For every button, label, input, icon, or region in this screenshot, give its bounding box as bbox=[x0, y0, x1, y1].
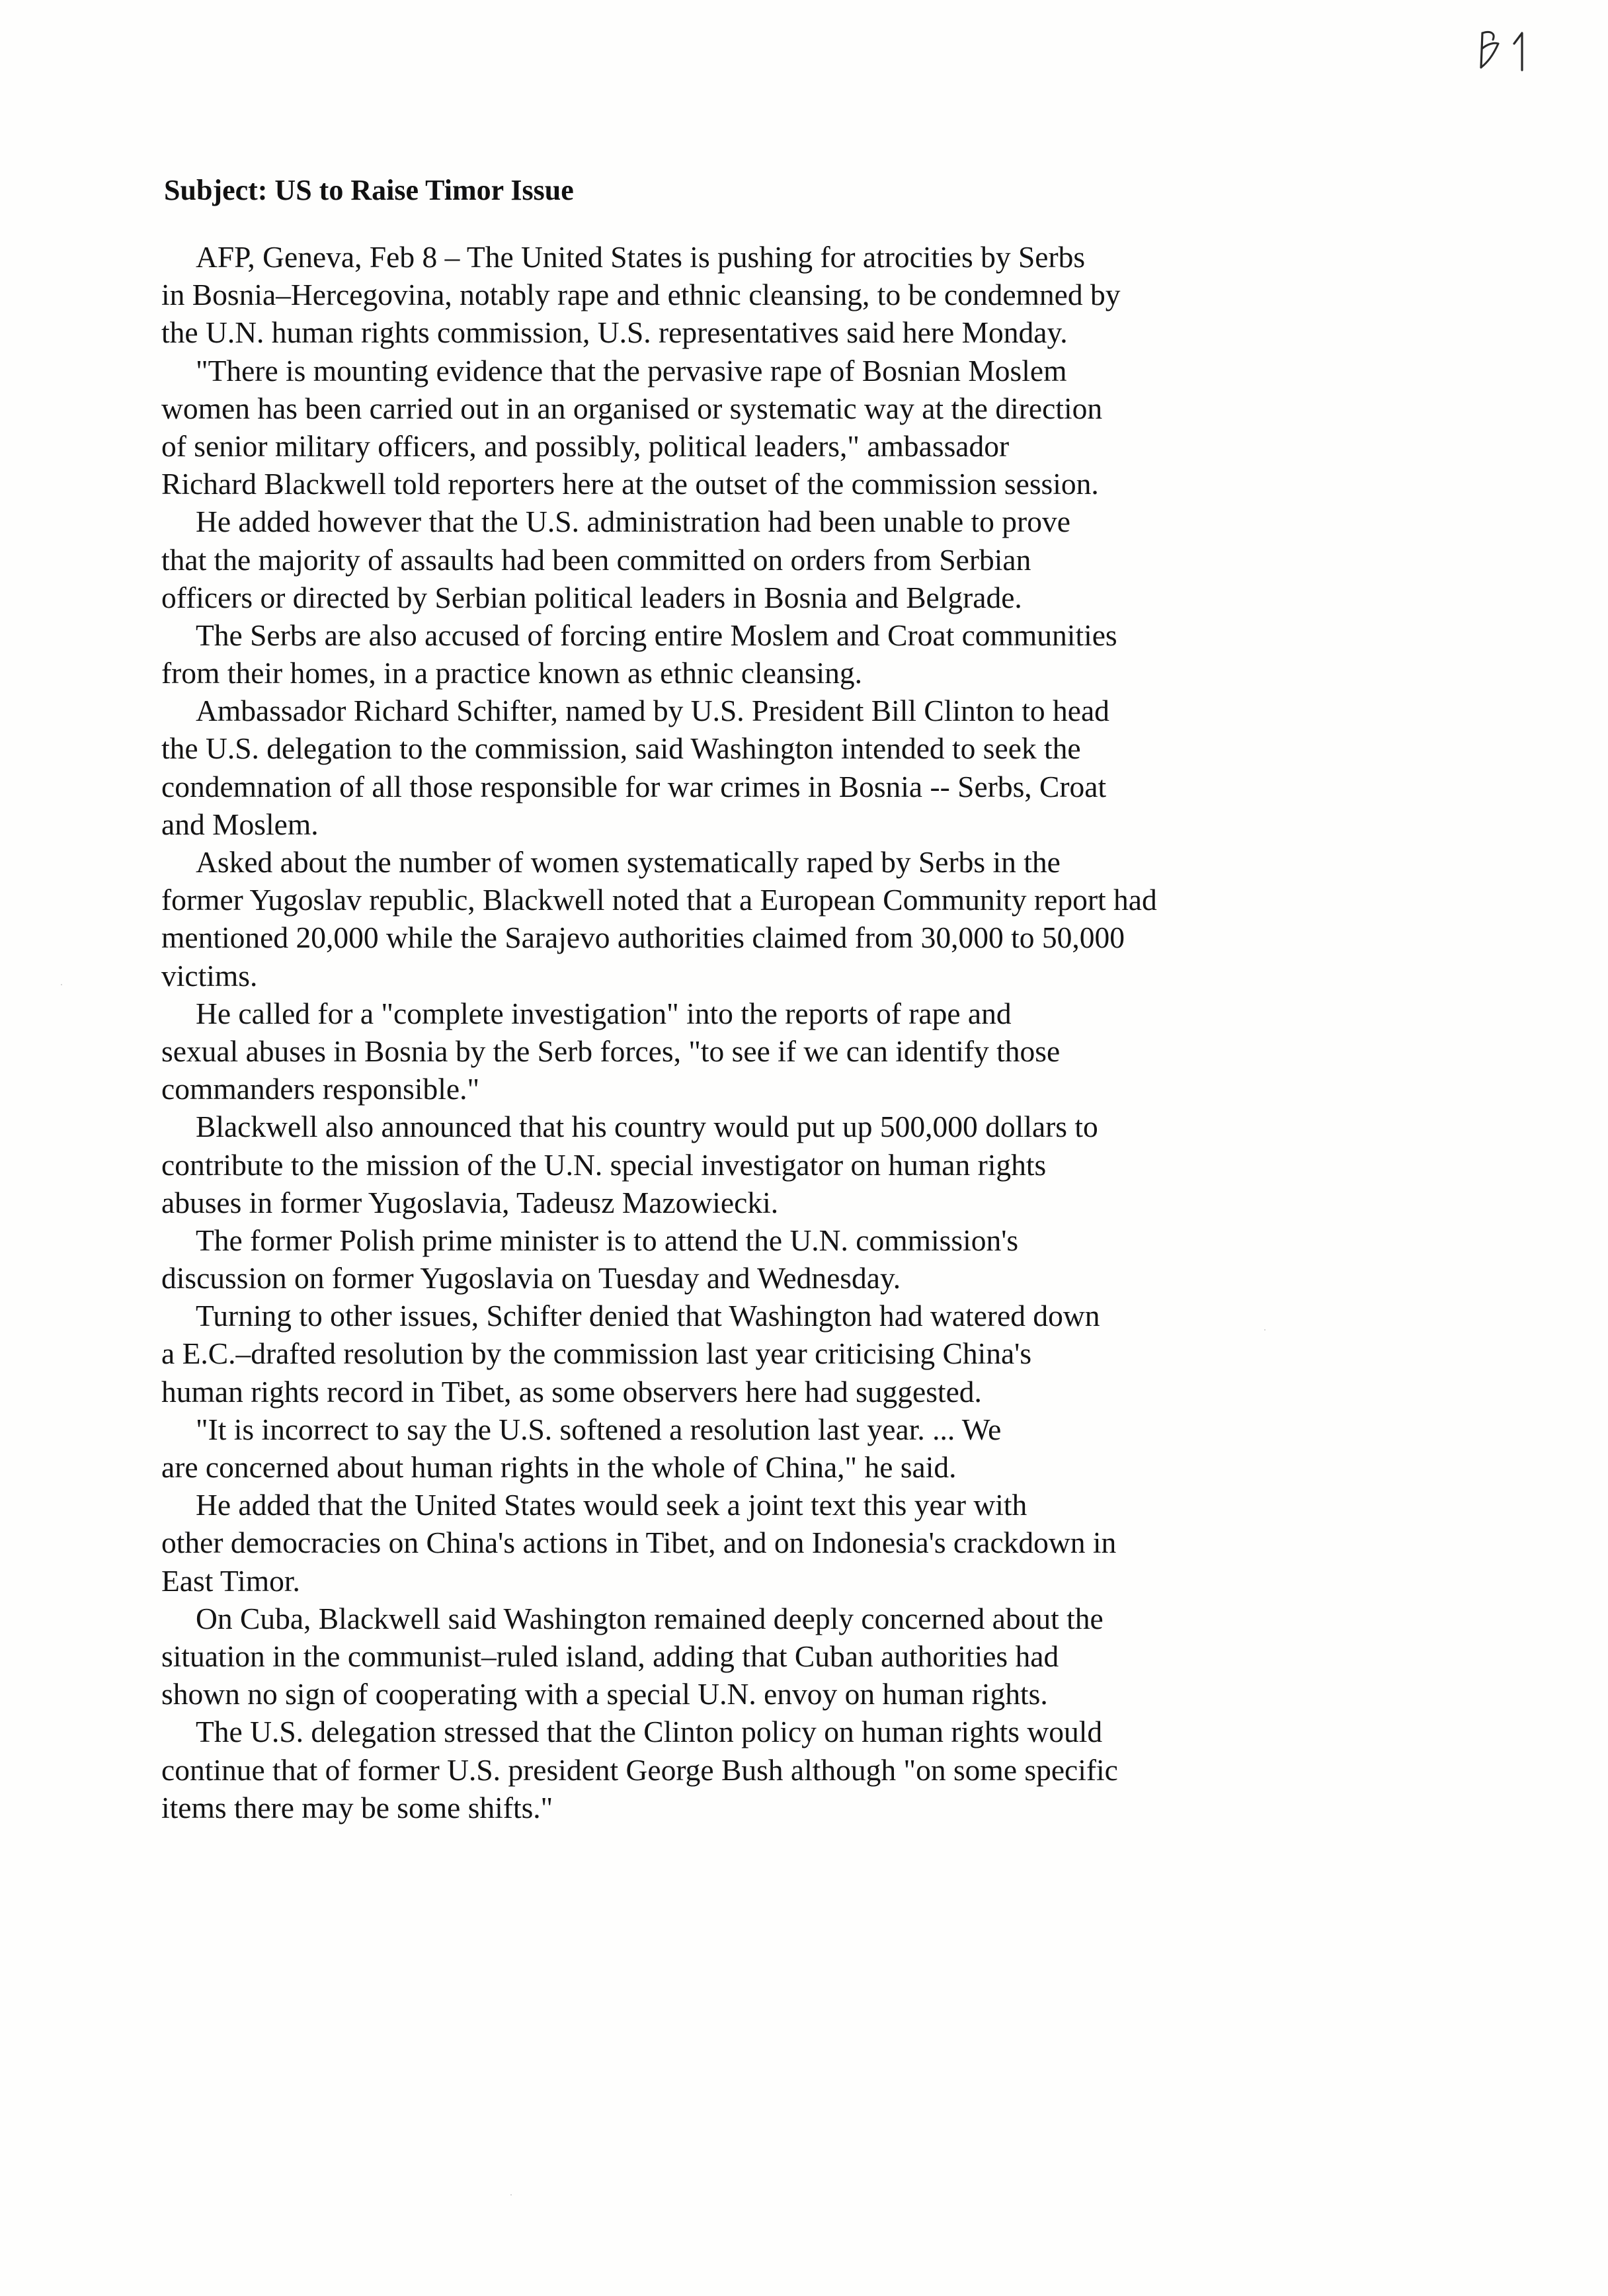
article-line: continue that of former U.S. president George Bush although "on some specific bbox=[161, 1752, 1118, 1787]
article-line: The Serbs are also accused of forcing entire Moslem and Croat communities bbox=[196, 618, 1117, 652]
article-line: of senior military officers, and possibly, political leaders," ambassador bbox=[161, 429, 1010, 463]
article-paragraph bbox=[161, 1411, 1299, 1486]
article-line: discussion on former Yugoslavia on Tuesday and Wednesday. bbox=[161, 1261, 901, 1295]
article-line: AFP, Geneva, Feb 8 – The United States is pushing for atrocities by Serbs bbox=[196, 240, 1086, 274]
article-line: officers or directed by Serbian political leaders in Bosnia and Belgrade. bbox=[161, 580, 1022, 614]
scan-speck bbox=[1264, 1329, 1266, 1331]
article-line: items there may be some shifts." bbox=[161, 1790, 553, 1824]
article-line: and Moslem. bbox=[161, 807, 319, 841]
article-paragraph bbox=[161, 1713, 1299, 1826]
article-line: Ambassador Richard Schifter, named by U.S. President Bill Clinton to head bbox=[196, 694, 1109, 728]
article-paragraph bbox=[161, 995, 1299, 1108]
handwritten-mark-e1 bbox=[1473, 24, 1546, 77]
article-line: the U.S. delegation to the commission, said Washington intended to seek the bbox=[161, 731, 1081, 766]
article-line: Asked about the number of women systematically raped by Serbs in the bbox=[196, 845, 1061, 879]
article-paragraph bbox=[161, 1221, 1299, 1297]
article-line: commanders responsible." bbox=[161, 1072, 480, 1106]
article-line: human rights record in Tibet, as some observers here had suggested. bbox=[161, 1374, 982, 1409]
article-line: that the majority of assaults had been committed on orders from Serbian bbox=[161, 542, 1031, 577]
article-paragraph bbox=[161, 503, 1299, 616]
article-line: abuses in former Yugoslavia, Tadeusz Mazowiecki. bbox=[161, 1185, 779, 1219]
article-paragraph bbox=[161, 238, 1299, 352]
article-line: in Bosnia–Hercegovina, notably rape and ethnic cleansing, to be condemned by bbox=[161, 278, 1121, 312]
article-line: The former Polish prime minister is to attend the U.N. commission's bbox=[196, 1223, 1019, 1257]
article-paragraph bbox=[161, 616, 1299, 692]
article-line: On Cuba, Blackwell said Washington remained deeply concerned about the bbox=[196, 1601, 1104, 1635]
article-paragraph bbox=[161, 843, 1299, 995]
article-line: from their homes, in a practice known as ethnic cleansing. bbox=[161, 656, 863, 690]
article-line: women has been carried out in an organised or systematic way at the direction bbox=[161, 391, 1103, 425]
article-paragraph bbox=[161, 352, 1299, 503]
article-line: shown no sign of cooperating with a special U.N. envoy on human rights. bbox=[161, 1677, 1048, 1711]
article-paragraph bbox=[161, 1108, 1299, 1221]
article-line: former Yugoslav republic, Blackwell noted that a European Community report had bbox=[161, 883, 1157, 917]
article-line: situation in the communist–ruled island, adding that Cuban authorities had bbox=[161, 1639, 1059, 1673]
article-line: "There is mounting evidence that the pervasive rape of Bosnian Moslem bbox=[196, 353, 1067, 388]
article-line: He added however that the U.S. administration had been unable to prove bbox=[196, 505, 1070, 539]
article-line: sexual abuses in Bosnia by the Serb forces, "to see if we can identify those bbox=[161, 1034, 1061, 1068]
article-body bbox=[161, 238, 1299, 1826]
article-line: other democracies on China's actions in Tibet, and on Indonesia's crackdown in bbox=[161, 1526, 1117, 1560]
subject-heading: Subject: US to Raise Timor Issue bbox=[164, 174, 574, 206]
article-line: The U.S. delegation stressed that the Clinton policy on human rights would bbox=[196, 1715, 1103, 1749]
article-line: victims. bbox=[161, 958, 258, 993]
article-line: mentioned 20,000 while the Sarajevo authorities claimed from 30,000 to 50,000 bbox=[161, 921, 1125, 955]
article-paragraph bbox=[161, 1297, 1299, 1411]
article-line: He added that the United States would seek a joint text this year with bbox=[196, 1488, 1027, 1522]
article-line: He called for a "complete investigation" into the reports of rape and bbox=[196, 996, 1012, 1030]
article-line: condemnation of all those responsible for war crimes in Bosnia -- Serbs, Croat bbox=[161, 769, 1107, 803]
article-line: Turning to other issues, Schifter denied that Washington had watered down bbox=[196, 1299, 1100, 1333]
article-paragraph bbox=[161, 1486, 1299, 1600]
article-line: the U.N. human rights commission, U.S. representatives said here Monday. bbox=[161, 315, 1068, 350]
article-line: contribute to the mission of the U.N. special investigator on human rights bbox=[161, 1147, 1047, 1182]
article-line: East Timor. bbox=[161, 1563, 300, 1598]
article-paragraph bbox=[161, 692, 1299, 843]
article-line: "It is incorrect to say the U.S. softened a resolution last year. ... We bbox=[196, 1412, 1002, 1446]
article-paragraph bbox=[161, 1600, 1299, 1713]
scan-speck bbox=[61, 984, 62, 985]
article-line: a E.C.–drafted resolution by the commission last year criticising China's bbox=[161, 1336, 1032, 1371]
article-line: are concerned about human rights in the whole of China," he said. bbox=[161, 1450, 957, 1484]
article-line: Blackwell also announced that his country would put up 500,000 dollars to bbox=[196, 1110, 1098, 1144]
article-line: Richard Blackwell told reporters here at the outset of the commission session. bbox=[161, 467, 1099, 501]
scan-speck bbox=[510, 2194, 512, 2195]
